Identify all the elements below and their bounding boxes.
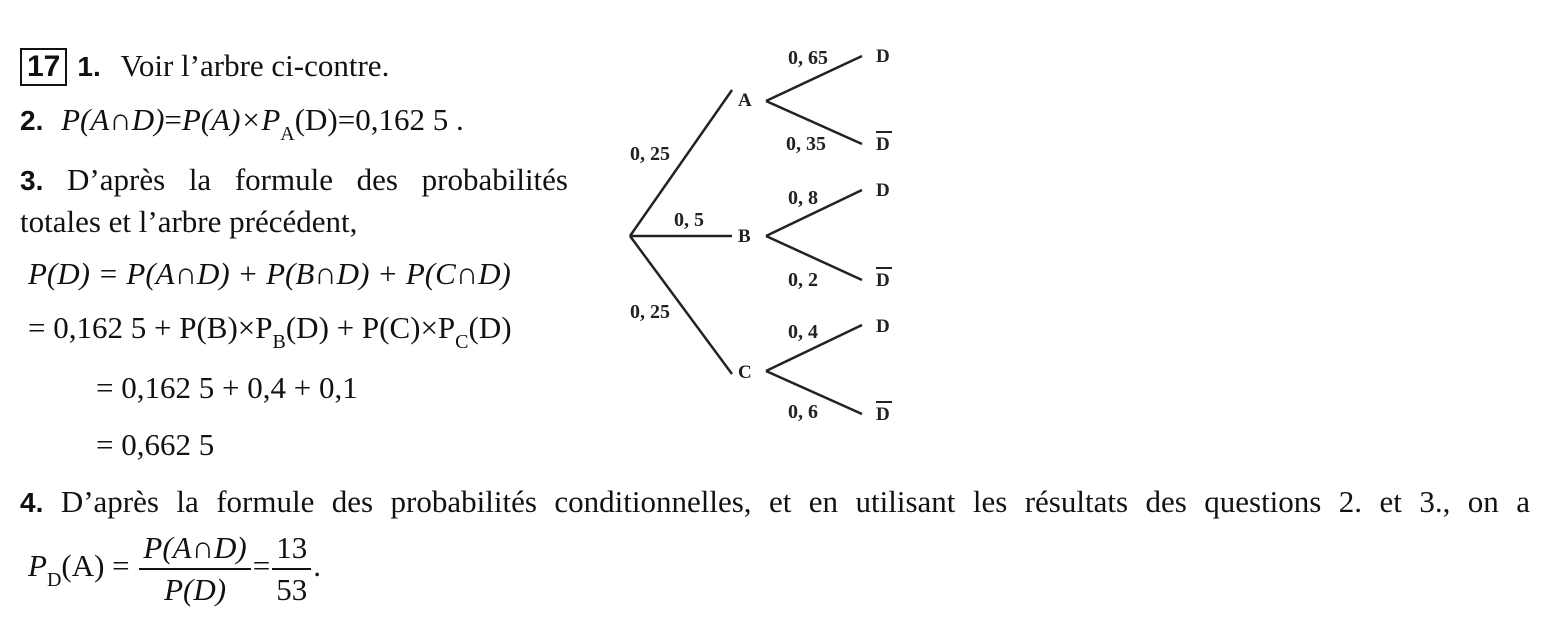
q4-text-line: [20, 484, 1530, 521]
leaf-c-dbar: D: [876, 404, 890, 425]
q4-formula: [28, 530, 321, 608]
q4-frac1-den: P(D): [164, 572, 227, 607]
q4-eq: =: [252, 548, 271, 584]
label-a-d: 0, 65: [788, 47, 828, 69]
label-c-d: 0, 4: [788, 321, 818, 343]
q2-eq2: =: [337, 102, 356, 137]
q1-label: 1.: [77, 51, 101, 82]
q3-text-line1: D’après la formule des probabilités: [67, 162, 568, 197]
q4-label: 4.: [20, 487, 44, 518]
q3-eq2-sub2: C: [455, 331, 469, 353]
q4-lhs-sub: D: [46, 569, 62, 592]
label-c-dbar: 0, 6: [788, 401, 818, 423]
node-b: B: [738, 226, 751, 247]
q3-text-line2: totales et l’arbre précédent,: [20, 204, 358, 239]
leaf-a-dbar: D: [876, 134, 890, 155]
q4-lhs: P: [28, 548, 47, 584]
q3-eq2-a: = 0,162 5 + P(B)×P: [28, 310, 273, 345]
q4-end: .: [313, 548, 321, 584]
q3-eq2-c: (D): [468, 310, 512, 345]
q2-mid-sub: A: [280, 123, 295, 145]
q2-value: 0,162 5 .: [355, 102, 464, 137]
q3-eq-line4: = 0,662 5: [96, 427, 215, 462]
q4-fraction-2: [272, 530, 311, 608]
leaf-b-dbar: D: [876, 270, 890, 291]
label-root-b: 0, 5: [674, 209, 704, 231]
q2-mid-end: (D): [294, 102, 338, 137]
q3-label: 3.: [20, 165, 44, 196]
q4-fraction-1: [139, 530, 250, 608]
label-b-dbar: 0, 2: [788, 269, 818, 291]
node-c: C: [738, 362, 752, 383]
label-root-c: 0, 25: [630, 301, 670, 323]
q2-mid: P(A)×P: [181, 102, 281, 137]
q3-eq2-b: (D) + P(C)×P: [285, 310, 456, 345]
leaf-a-d: D: [876, 46, 890, 67]
node-a: A: [738, 90, 752, 111]
q3-eq2-sub1: B: [272, 331, 286, 353]
q2-eq1: =: [164, 102, 182, 137]
label-a-dbar: 0, 35: [786, 133, 826, 155]
q3-eq-line2: [28, 310, 512, 353]
exercise-number: 17: [20, 48, 67, 86]
leaf-b-d: D: [876, 180, 890, 201]
leaf-c-d: D: [876, 316, 890, 337]
probability-tree: [600, 28, 920, 428]
q3-eq-line1: P(D) = P(A∩D) + P(B∩D) + P(C∩D): [28, 256, 511, 291]
question-2: [20, 102, 464, 145]
label-root-a: 0, 25: [630, 143, 670, 165]
q4-frac1-num: P(A∩D): [139, 530, 250, 570]
q4-frac2-den: 53: [276, 572, 308, 607]
q3-line1: [20, 162, 568, 199]
q4-frac2-num: 13: [272, 530, 311, 570]
q3-eq-line3: = 0,162 5 + 0,4 + 0,1: [96, 370, 358, 405]
question-1: [20, 48, 389, 86]
q2-label: 2.: [20, 105, 44, 136]
label-b-d: 0, 8: [788, 187, 818, 209]
q4-text: D’après la formule des probabilités conditionnelles, et en utilisant les résultats des questions 2. et 3., on a: [60, 484, 1530, 519]
q2-lhs: P(A∩D): [61, 102, 165, 137]
q4-lhs-end: (A) =: [61, 548, 130, 584]
q1-text: Voir l’arbre ci-contre.: [120, 48, 390, 83]
